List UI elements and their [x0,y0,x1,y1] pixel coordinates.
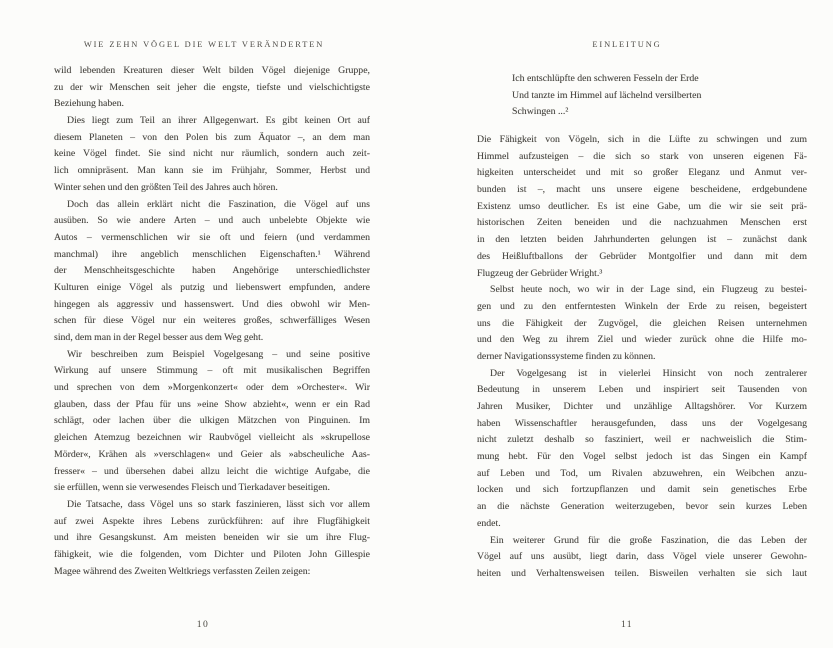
text-line: zu der wir Menschen seit jeher die engste, tiefste und vielschichtigste [54,81,370,93]
text-line: Mörder«, Krähen als »verschlagen« und Geier als »abscheuliche Aas- [54,448,370,460]
text-line: gen und zu den entferntesten Winkeln der Erde zu reisen, begeistert [477,300,807,312]
text-line: Selbst heute noch, wo wir in der Lage sind, ein Flugzeug zu bestei- [490,284,807,296]
text-line: auf zwei Aspekte ihres Lebens zurückführen: auf ihre Flugfähigkeit [54,515,370,527]
right-running-head: EINLEITUNG [592,40,662,49]
text-line: Vögel auf uns ausübt, liegt darin, dass Vögel viele unserer Gewohn- [477,551,807,563]
text-line: fresser« – und übersehen dabei allzu leicht die wichtige Aufgabe, die [54,465,370,477]
text-line: Flugzeug der Gebrüder Wright.³ [477,267,603,279]
text-line: nicht zuletzt deshalb so fasziniert, weil er nachweislich die Stim- [477,434,807,446]
text-line: diesem Planeten – von den Polen bis zum Äquator –, an dem man [54,131,370,143]
text-line: manchmal) ihre angeblich menschlichen Eigenschaften.¹ Während [54,248,370,260]
text-line: Autos – vermenschlichen wir sie oft und feiern (und verdammen [54,231,370,243]
text-line: Jahren Musiker, Dichter und unzählige Alltagshörer. Vor Kurzem [477,401,807,412]
left-page-body [54,63,370,580]
text-line: Bedeutung in unserem Leben und inspiriert seit Tausenden von [477,384,807,396]
text-line: Die Fähigkeit von Vögeln, sich in die Lüfte zu schwingen und zum [477,134,807,145]
text-line: fähigkeit, wie die folgenden, vom Dichter und Piloten John Gillespie [54,548,370,560]
text-line: lich omnipräsent. Man kann sie im Frühjahr, Sommer, Herbst und [54,165,370,177]
text-line: Die Tatsache, dass Vögel uns so stark faszinieren, lässt sich vor allem [67,498,370,510]
text-line: derner Navigationssysteme finden zu können. [477,350,656,362]
text-line: gleichen Atemzug bezeichnen wir Raubvögel vielleicht als »skrupellose [54,432,370,444]
text-line: Kulturen einige Vögel als putzig und liebenswert empfunden, andere [54,281,370,293]
text-line: endet. [477,517,501,529]
text-line: Beziehung haben. [54,98,124,110]
text-line: keine Vögel findet. Sie sind nicht nur räumlich, sondern auch zeit- [54,148,370,160]
left-page [54,0,370,648]
text-line: bunden ist –, macht uns unsere eigene bescheidene, erdgebundene [477,184,807,196]
text-line: in den letzten beiden Jahrhunderten gelungen ist – zunächst dank [477,234,807,246]
text-line: ausüben. So wie andere Arten – und auch unbelebte Objekte wie [54,215,370,227]
text-line: an die nächste Generation weiterzugeben, bevor sein kurzes Leben [477,501,807,513]
quote-line: Schwingen ...² [512,106,569,118]
text-line: und ihre Gesangskunst. Am meisten beneiden wir sie um ihre Flug- [54,532,370,544]
text-line: heiten und Verhaltensweisen teilen. Bisweilen verhalten sie sich laut [477,567,807,579]
left-page-number: 10 [196,619,210,630]
right-page [477,0,807,648]
left-running-head: WIE ZEHN VÖGEL DIE WELT VERÄNDERTEN [83,40,325,49]
text-line: schlägt, oder lachen über die ulkigen Mätzchen von Pinguinen. Im [54,415,370,427]
text-line: haben Wissenschaftler herausgefunden, dass uns der Vogelgesang [477,417,807,429]
text-line: auf Leben und Tod, um Rivalen abzuwehren, ein Weibchen anzu- [477,467,807,479]
text-line: und sprechen von dem »Morgenkonzert« oder dem »Orchester«. Wir [54,382,370,394]
text-line: locken und sich fortzupflanzen und damit sein genetisches Erbe [477,484,807,496]
text-line: schen für diese Vögel nur ein weiteres großes, schwerfälliges Wesen [54,315,370,327]
text-line: uns die Fähigkeit der Zugvögel, die gleichen Reisen unternehmen [477,317,807,329]
quote-line: Und tanzte im Himmel auf lächelnd versilberten [512,89,702,101]
text-line: Existenz umso deutlicher. Es ist eine Gabe, um die wir sie seit prä- [477,200,807,212]
text-line: und den Weg zu ihrem Ziel und wieder zurück ohne die Hilfe mo- [477,334,807,346]
text-line: sie erfüllen, wenn sie verwesendes Fleisch und Tierkadaver beseitigen. [54,482,330,494]
text-line: glauben, dass der Pfau für uns »eine Show abzieht«, wenn er ein Rad [54,398,370,410]
text-line: historischen Zeiten beneiden und die nachzuahmen Menschen erst [477,217,807,229]
text-line: wild lebenden Kreaturen dieser Welt bilden Vögel diejenige Gruppe, [54,65,370,76]
quote-line: Ich entschlüpfte den schweren Fesseln der Erde [512,73,699,84]
text-line: Winter sehen und den größten Teil des Jahres auch hören. [54,181,278,193]
right-page-number: 11 [620,619,634,630]
text-line: Wir beschreiben zum Beispiel Vogelgesang – und seine positive [67,348,370,360]
text-line: Himmel aufzusteigen – die sich so stark von unseren eigenen Fä- [477,150,807,162]
text-line: Dies liegt zum Teil an ihrer Allgegenwart. Es gibt keinen Ort auf [67,115,370,127]
text-line: Doch das allein erklärt nicht die Faszination, die Vögel auf uns [67,198,370,210]
text-line: hingegen als aggressiv und hassenswert. Und dies obwohl wir Men- [54,298,370,310]
text-line: Wirkung auf unsere Stimmung – oft mit musikalischen Begriffen [54,365,370,377]
text-line: higkeiten unterscheidet und mit so großer Eleganz und Anmut ver- [477,167,807,179]
right-page-body [477,132,807,583]
text-line: sind, dem man in der Regel besser aus dem Weg geht. [54,332,264,343]
text-line: des Heißluftballons der Gebrüder Montgolfier und dann mit dem [477,250,807,262]
text-line: Der Vogelgesang ist in vielerlei Hinsicht von noch zentralerer [490,367,807,379]
epigraph-quote [512,71,701,121]
text-line: Ein weiterer Grund für die große Faszination, die das Leben der [490,534,807,546]
text-line: Magee während des Zweiten Weltkriegs verfassten Zeilen zeigen: [54,565,311,577]
text-line: der Menschheitsgeschichte haben Angehörige unterschiedlichster [54,265,370,277]
text-line: mung hebt. Für den Vogel selbst jedoch ist das Singen ein Kampf [477,451,807,463]
